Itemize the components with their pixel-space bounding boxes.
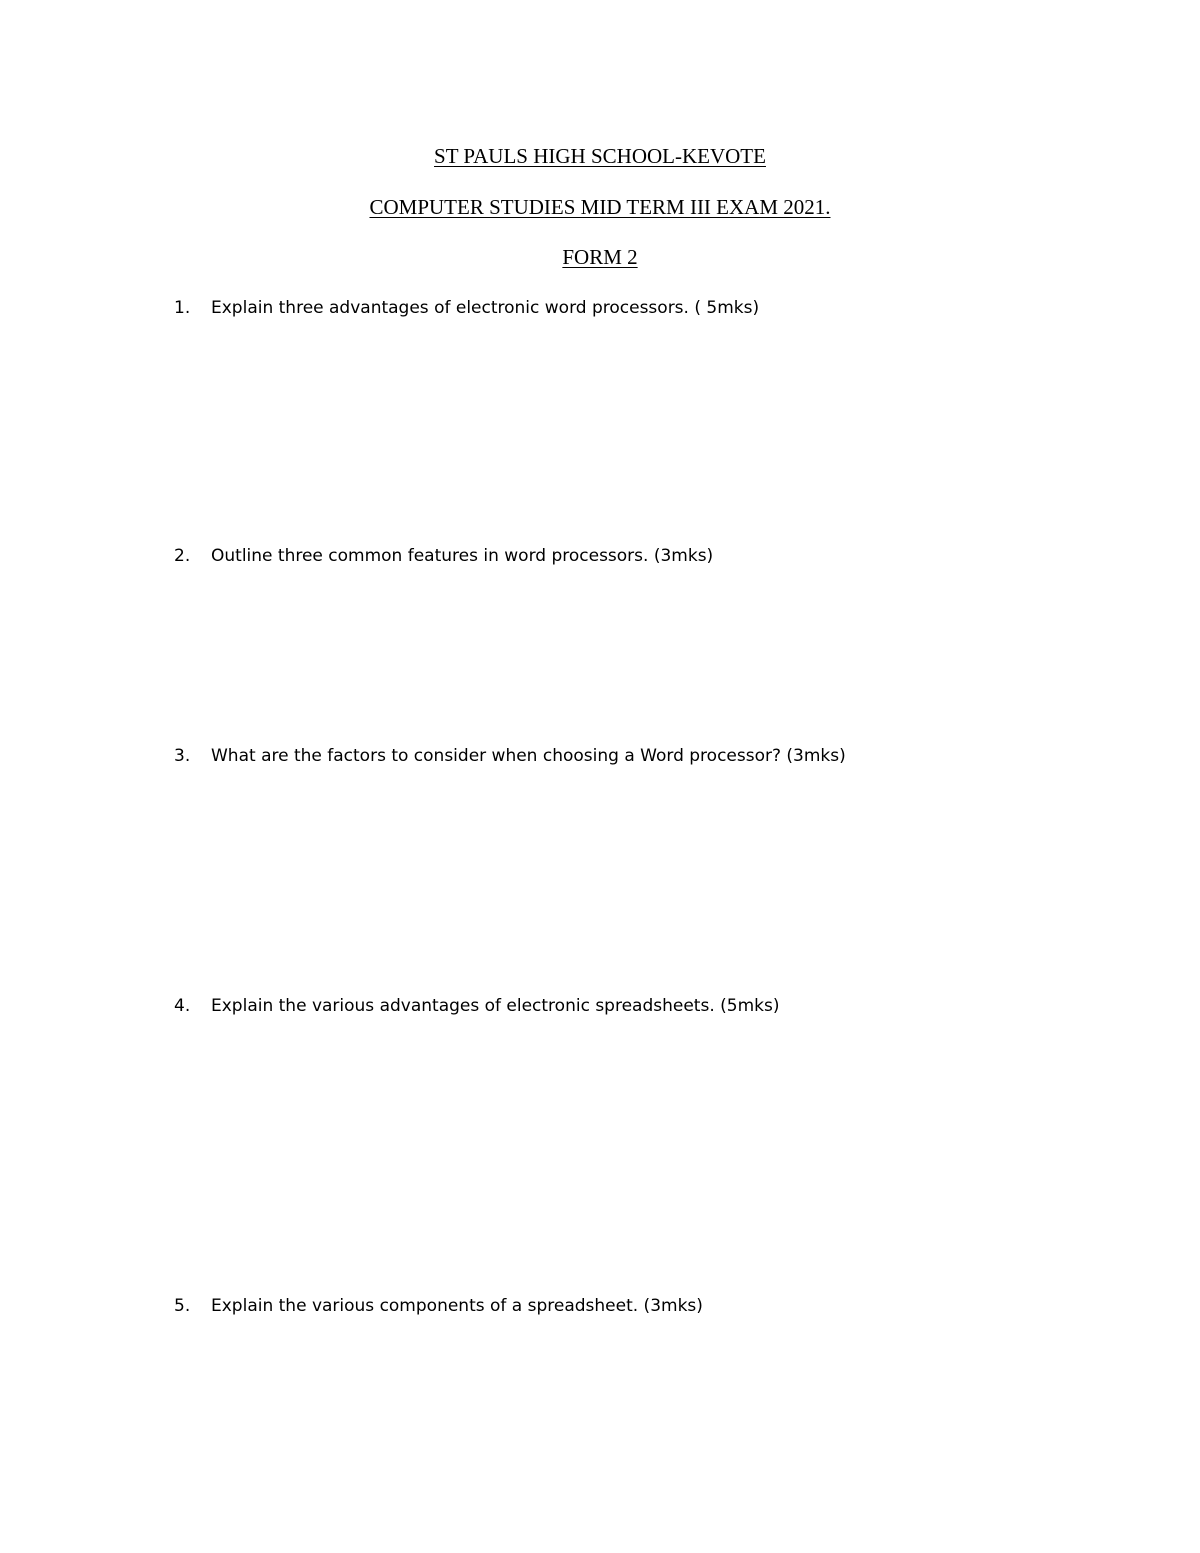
question-text: Explain the various advantages of electronic spreadsheets. (5mks) <box>211 996 780 1016</box>
school-name-heading: ST PAULS HIGH SCHOOL-KEVOTE <box>434 144 766 168</box>
question-2 <box>174 544 1134 568</box>
form-level-heading: FORM 2 <box>562 245 638 269</box>
question-text: What are the factors to consider when choosing a Word processor? (3mks) <box>211 746 846 766</box>
question-4 <box>174 994 1134 1018</box>
question-number: 1. <box>174 298 191 318</box>
question-number: 4. <box>174 996 191 1016</box>
question-number: 2. <box>174 546 191 566</box>
question-3 <box>174 744 1134 768</box>
question-1 <box>174 296 1134 320</box>
question-text: Explain the various components of a spreadsheet. (3mks) <box>211 1296 703 1316</box>
question-text: Explain three advantages of electronic word processors. ( 5mks) <box>211 298 760 318</box>
question-5 <box>174 1294 1134 1318</box>
question-number: 3. <box>174 746 191 766</box>
question-text: Outline three common features in word processors. (3mks) <box>211 546 714 566</box>
exam-title-heading: COMPUTER STUDIES MID TERM III EXAM 2021. <box>369 195 831 219</box>
question-number: 5. <box>174 1296 191 1316</box>
